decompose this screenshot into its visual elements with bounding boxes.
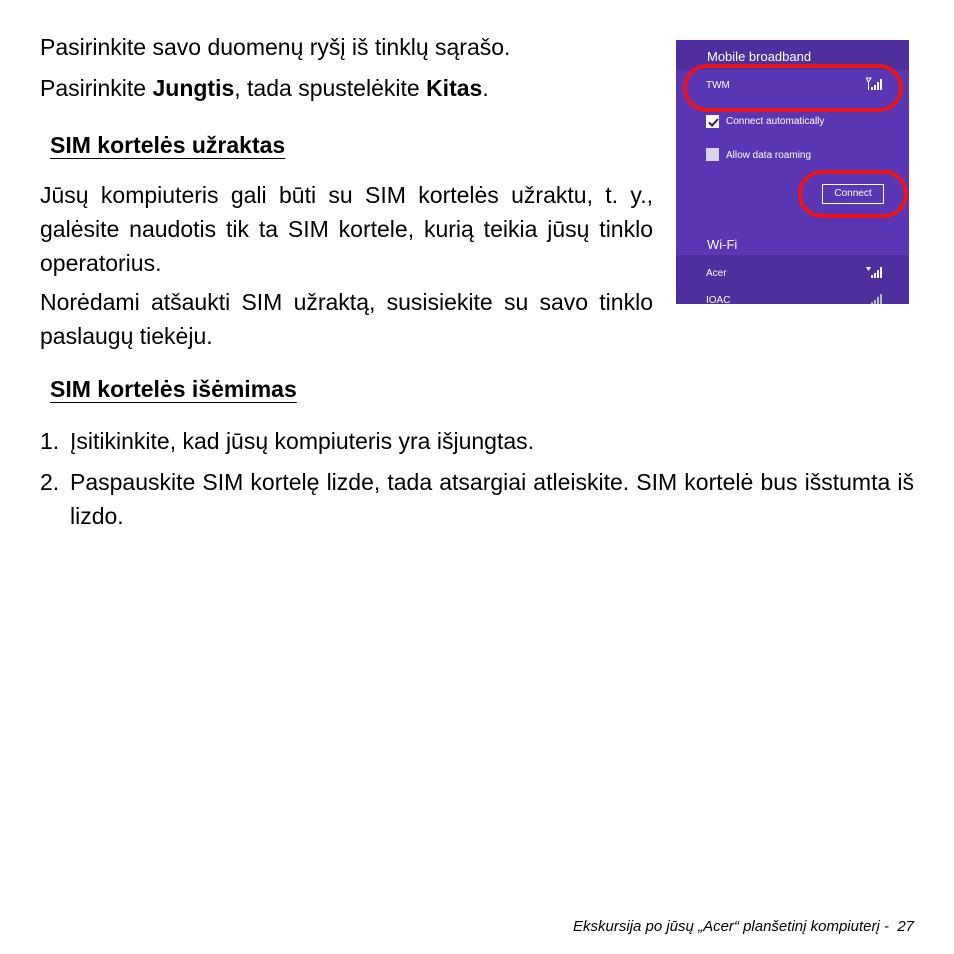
highlight-network-oval [683, 64, 903, 112]
intro-paragraph-2 [40, 71, 489, 105]
list-number: 2. [40, 469, 60, 495]
network-panel-screenshot [676, 40, 909, 304]
section-heading-sim-lock: SIM kortelės užraktas [50, 132, 286, 158]
page-number: 27 [897, 918, 914, 935]
page-footer [573, 918, 914, 935]
intro-text-2c: . [482, 75, 489, 101]
sim-lock-paragraph-2: Norėdami atšaukti SIM užraktą, susisiekite su savo tinklo paslaugų tiekėju. [40, 289, 653, 349]
connect-automatically-label: Connect automatically [726, 116, 825, 127]
allow-roaming-checkbox[interactable] [706, 148, 719, 161]
checkmark-icon [707, 116, 720, 129]
bold-kitas: Kitas [426, 75, 483, 101]
intro-text-2b: , tada spustelėkite [234, 75, 427, 101]
bold-jungtis: Jungtis [152, 75, 235, 101]
wifi-signal-icon [866, 265, 882, 279]
mobile-broadband-title: Mobile broadband [707, 49, 812, 64]
list-item [40, 465, 914, 533]
intro-text-2a: Pasirinkite [40, 75, 153, 101]
highlight-connect-oval [798, 170, 908, 218]
section-heading-sim-removal: SIM kortelės išėmimas [50, 376, 297, 402]
connect-button[interactable]: Connect [822, 184, 884, 204]
list-item [40, 424, 914, 458]
footer-text: Ekskursija po jūsų „Acer“ planšetinį kompiuterį - [573, 918, 889, 935]
wifi-network-ioac[interactable]: IOAC [706, 295, 731, 304]
wifi-title: Wi-Fi [707, 237, 738, 252]
wifi-signal-weak-icon [866, 292, 882, 304]
intro-text-1: Pasirinkite savo duomenų ryšį iš tinklų sąrašo. [40, 34, 511, 60]
wifi-network-acer[interactable]: Acer [706, 268, 727, 279]
list-number: 1. [40, 428, 60, 454]
list-item-text: Paspauskite SIM kortelę lizde, tada atsargiai atleiskite. SIM kortelė bus išstumta iš lizdo. [70, 469, 914, 529]
sim-lock-paragraph-1: Jūsų kompiuteris gali būti su SIM kortelės užraktu, t. y., galėsite naudotis tik ta SIM kortele, kurią teikia jūsų tinklo operatorius. [40, 182, 653, 276]
list-item-text: Įsitikinkite, kad jūsų kompiuteris yra išjungtas. [70, 428, 535, 454]
network-name-twm[interactable]: TWM [706, 80, 730, 91]
connect-automatically-checkbox[interactable] [706, 115, 719, 128]
intro-paragraph-1 [40, 30, 510, 64]
allow-roaming-label: Allow data roaming [726, 150, 812, 161]
